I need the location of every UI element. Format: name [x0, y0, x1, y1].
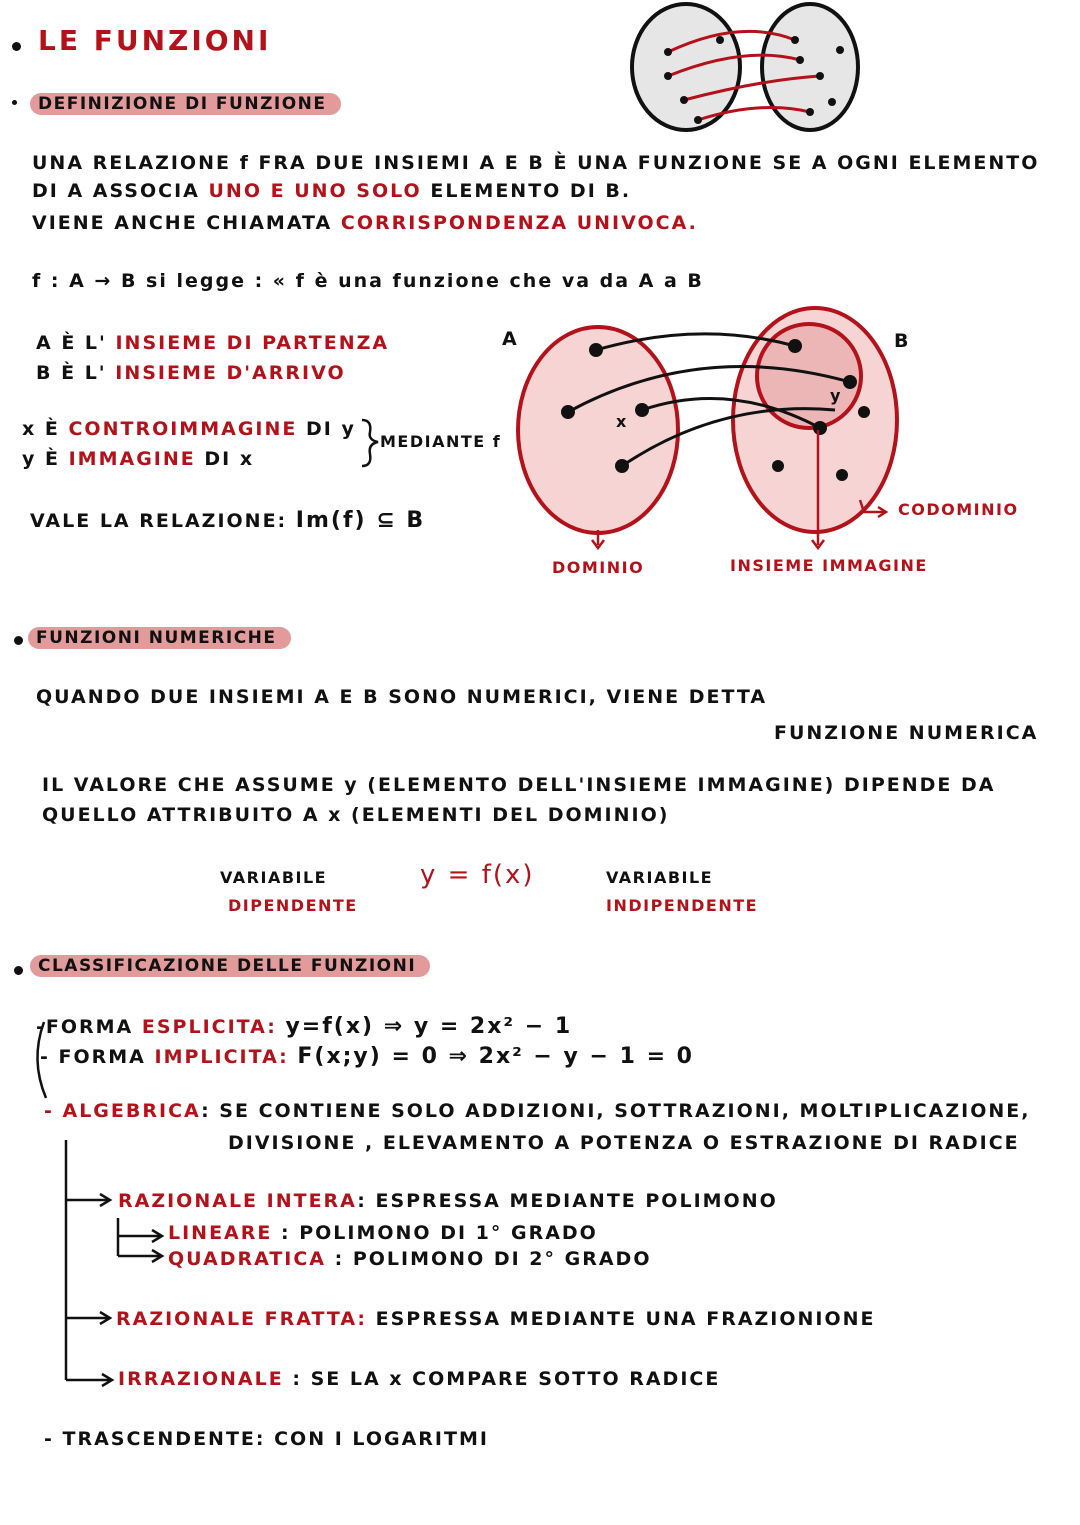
razionale-intera: RAZIONALE INTERA: ESPRESSA MEDIANTE POLIMONO	[118, 1190, 778, 1212]
heading-definizione: DEFINIZIONE DI FUNZIONE	[30, 93, 341, 115]
forma-esplicita: -FORMA ESPLICITA: y=f(x) ⇒ y = 2x² − 1	[36, 1014, 573, 1039]
codominio-label: CODOMINIO	[898, 500, 1019, 519]
function-sets-diagram	[518, 308, 897, 548]
diagram-label-y: y	[830, 386, 842, 405]
quadratica: QUADRATICA : POLIMONO DI 2° GRADO	[168, 1248, 652, 1270]
lineare: LINEARE : POLIMONO DI 1° GRADO	[168, 1222, 598, 1244]
var-dipendente-1: VARIABILE	[220, 868, 328, 887]
heading-classificazione: CLASSIFICAZIONE DELLE FUNZIONI	[30, 955, 430, 977]
irrazionale: IRRAZIONALE : SE LA x COMPARE SOTTO RADICE	[118, 1368, 721, 1390]
forma-implicita: - FORMA IMPLICITA: F(x;y) = 0 ⇒ 2x² − y − 1 = 0	[40, 1044, 694, 1069]
var-dipendente-2: DIPENDENTE	[228, 896, 358, 915]
immagine-line: y È IMMAGINE DI x	[22, 448, 255, 470]
page-title: LE FUNZIONI	[38, 24, 272, 57]
controimmagine-line: x È CONTROIMMAGINE DI y	[22, 418, 356, 440]
section-bullet	[14, 636, 23, 645]
top-sets-diagram	[632, 4, 858, 130]
heading-funzioni-numeriche: FUNZIONI NUMERICHE	[28, 627, 291, 649]
numeriche-line-4: QUELLO ATTRIBUITO A x (ELEMENTI DEL DOMINIO)	[42, 804, 670, 826]
numeriche-line-2: FUNZIONE NUMERICA	[774, 722, 1039, 744]
insieme-arrivo: B È L' INSIEME D'ARRIVO	[36, 362, 346, 384]
curly-brace	[362, 420, 378, 466]
var-indipendente-2: INDIPENDENTE	[606, 896, 759, 915]
var-indipendente-1: VARIABILE	[606, 868, 714, 887]
diagram-label-x: x	[616, 412, 628, 431]
insieme-partenza: A È L' INSIEME DI PARTENZA	[36, 332, 390, 354]
insieme-immagine-label: INSIEME IMMAGINE	[730, 556, 928, 575]
section-bullet	[12, 100, 17, 105]
diagram-label-b: B	[894, 330, 911, 352]
notation-line: f : A → B si legge : « f è una funzione che va da A a B	[32, 270, 704, 292]
diagram-label-a: A	[502, 328, 519, 350]
section-bullet	[14, 966, 23, 975]
numeriche-line-1: QUANDO DUE INSIEMI A E B SONO NUMERICI, VIENE DETTA	[36, 686, 768, 708]
trascendente: - TRASCENDENTE: CON I LOGARITMI	[44, 1428, 489, 1450]
numeriche-line-3: IL VALORE CHE ASSUME y (ELEMENTO DELL'INSIEME IMMAGINE) DIPENDE DA	[42, 774, 996, 796]
algebrica-line-2: DIVISIONE , ELEVAMENTO A POTENZA O ESTRAZIONE DI RADICE	[228, 1132, 1020, 1154]
def-line-2: DI A ASSOCIA UNO E UNO SOLO ELEMENTO DI B.	[32, 180, 632, 202]
algebrica-line-1: - ALGEBRICA: SE CONTIENE SOLO ADDIZIONI, SOTTRAZIONI, MOLTIPLICAZIONE,	[44, 1100, 1031, 1122]
def-line-1: UNA RELAZIONE f FRA DUE INSIEMI A E B È UNA FUNZIONE SE A OGNI ELEMENTO	[32, 152, 1040, 174]
razionale-fratta: RAZIONALE FRATTA: ESPRESSA MEDIANTE UNA FRAZIONIONE	[116, 1308, 876, 1330]
mediante-label: MEDIANTE f	[380, 432, 502, 451]
relazione-line: VALE LA RELAZIONE: Im(f) ⊆ B	[30, 508, 426, 533]
title-bullet	[12, 42, 21, 51]
dominio-label: DOMINIO	[552, 558, 645, 577]
def-line-3: VIENE ANCHE CHIAMATA CORRISPONDENZA UNIVOCA.	[32, 212, 698, 234]
equation-y-fx: y = f(x)	[420, 860, 535, 890]
